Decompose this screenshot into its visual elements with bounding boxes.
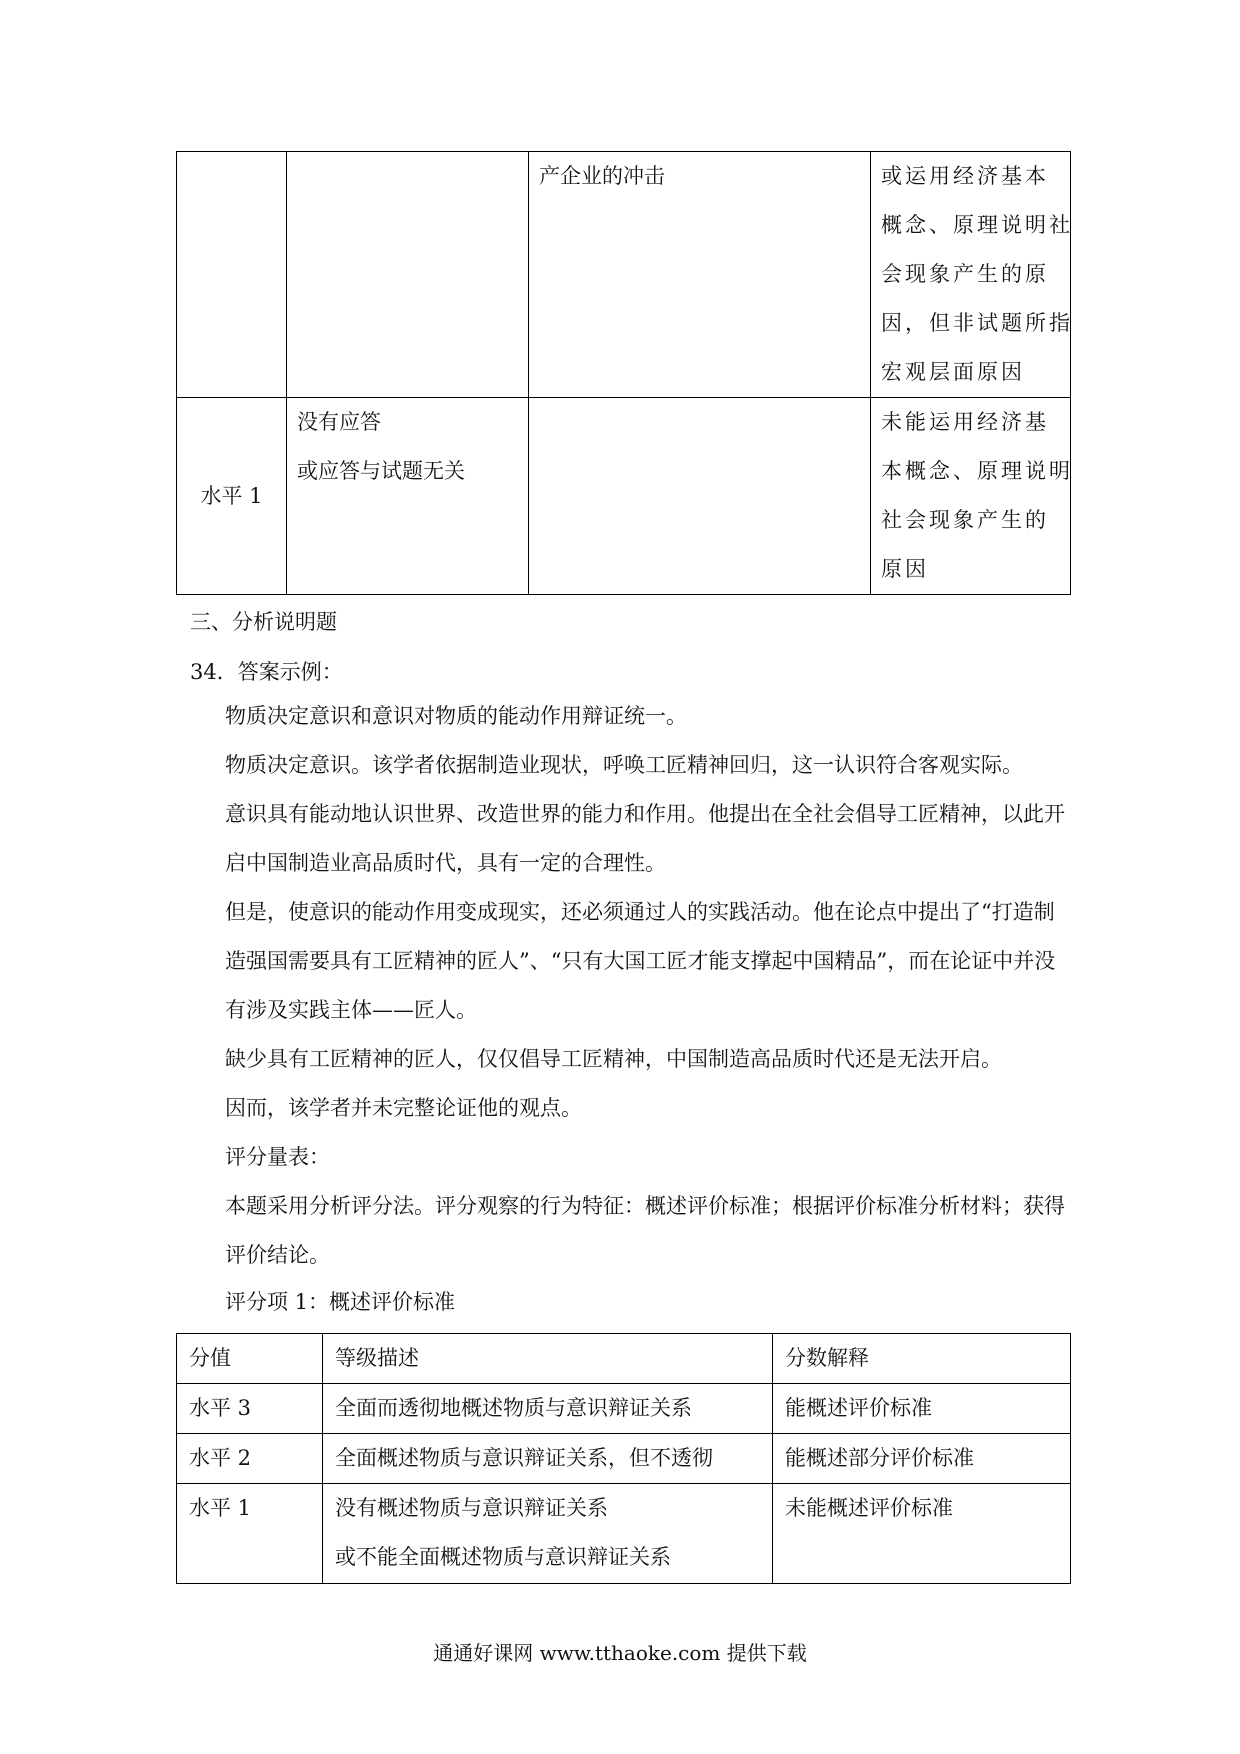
table-row [177, 398, 1071, 595]
answer-paragraph: 但是，使意识的能动作用变成现实，还必须通过人的实践活动。他在论点中提出了“打造制造强国需要具有工匠精神的匠人”、“只有大国工匠才能支撑起中国精品”，而在论证中并没有涉及实践主体——匠人。 [225, 900, 1056, 1022]
table-cell [529, 152, 871, 398]
table-header-cell: 分数解释 [773, 1334, 1071, 1384]
table-cell: 能概述部分评价标准 [773, 1434, 1071, 1484]
answer-paragraph: 物质决定意识和意识对物质的能动作用辩证统一。 [225, 704, 687, 728]
table-header-cell: 等级描述 [323, 1334, 773, 1384]
question-label: 34．答案示例： [190, 660, 343, 684]
cell-text: 概念、原理说明社 [881, 213, 1073, 237]
table-row [177, 1484, 1071, 1584]
score-table [176, 1333, 1071, 1584]
table-cell [177, 398, 287, 595]
answer-paragraph: 意识具有能动地认识世界、改造世界的能力和作用。他提出在全社会倡导工匠精神，以此开启中国制造业高品质时代，具有一定的合理性。 [225, 802, 1065, 875]
cell-text: 没有应答 [297, 410, 381, 434]
table-cell [287, 398, 529, 595]
answer-paragraph: 因而，该学者并未完整论证他的观点。 [225, 1096, 582, 1120]
section-heading: 三、分析说明题 [190, 610, 337, 634]
answer-paragraph: 物质决定意识。该学者依据制造业现状，呼唤工匠精神回归，这一认识符合客观实际。 [225, 753, 1023, 777]
table-cell [529, 398, 871, 595]
table-row [177, 1434, 1071, 1484]
top-rubric-table [176, 151, 1071, 595]
table-cell [871, 152, 1071, 398]
cell-text: 社会现象产生的 [881, 508, 1049, 532]
cell-text: 未能运用经济基 [881, 410, 1049, 434]
table-cell: 全面概述物质与意识辩证关系，但不透彻 [323, 1434, 773, 1484]
table-row [177, 152, 1071, 398]
cell-text: 或应答与试题无关 [297, 459, 465, 483]
table-cell [287, 152, 529, 398]
table-cell: 水平 2 [177, 1434, 323, 1484]
cell-text: 宏观层面原因 [881, 360, 1025, 384]
table-cell [177, 152, 287, 398]
table-cell: 能概述评价标准 [773, 1384, 1071, 1434]
cell-text: 因，但非试题所指 [881, 311, 1073, 335]
cell-text: 产企业的冲击 [539, 164, 665, 188]
table-header-cell: 分值 [177, 1334, 323, 1384]
cell-text: 原因 [881, 557, 929, 581]
cell-text: 会现象产生的原 [881, 262, 1049, 286]
table-cell: 水平 1 [177, 1484, 323, 1584]
table-cell: 水平 3 [177, 1384, 323, 1434]
page-footer: 通通好课网 www.tthaoke.com 提供下载 [433, 1641, 807, 1665]
answer-paragraph: 缺少具有工匠精神的匠人，仅仅倡导工匠精神，中国制造高品质时代还是无法开启。 [225, 1047, 1002, 1071]
table-header-row [177, 1334, 1071, 1384]
rubric-label: 评分量表： [225, 1145, 330, 1169]
answer-paragraph: 本题采用分析评分法。评分观察的行为特征：概述评价标准；根据评价标准分析材料；获得评价结论。 [225, 1194, 1065, 1267]
table-cell: 未能概述评价标准 [773, 1484, 1071, 1584]
cell-text: 没有概述物质与意识辩证关系 [335, 1496, 608, 1520]
table-cell [871, 398, 1071, 595]
cell-text: 或不能全面概述物质与意识辩证关系 [335, 1545, 671, 1569]
cell-text: 本概念、原理说明 [881, 459, 1073, 483]
table-cell: 全面而透彻地概述物质与意识辩证关系 [323, 1384, 773, 1434]
score-item-title: 评分项 1：概述评价标准 [225, 1290, 456, 1314]
level-label: 水平 1 [200, 483, 263, 508]
table-cell [323, 1484, 773, 1584]
cell-text: 或运用经济基本 [881, 164, 1049, 188]
table-row [177, 1384, 1071, 1434]
